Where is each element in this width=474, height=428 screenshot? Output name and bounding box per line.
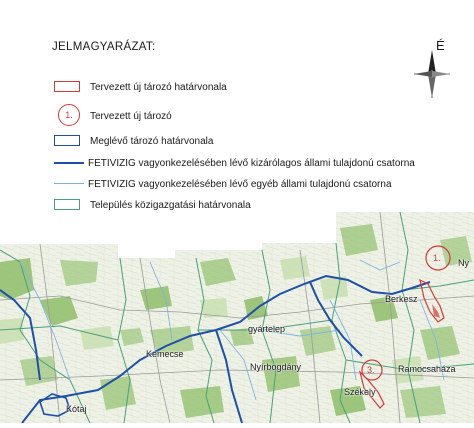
legend-item-other-channel [52, 176, 392, 192]
north-arrow-icon [410, 40, 454, 100]
reservoir-number-3: 3. [367, 365, 375, 375]
town-label-kotaj: Kótaj [66, 404, 87, 414]
town-label-berkesz: Berkesz [385, 294, 418, 304]
green-rectangle-icon [52, 197, 84, 213]
town-label-szekely: Székely [344, 387, 376, 397]
red-rectangle-icon [52, 79, 84, 95]
thin-blue-line-icon [52, 176, 84, 192]
reservoir-number-1: 1. [433, 253, 441, 263]
town-label-gyartelep: gyártelep [248, 324, 286, 334]
legend-item-municipal-boundary [52, 197, 251, 213]
legend-item-planned-reservoir [52, 108, 172, 124]
thick-blue-line-icon [52, 155, 84, 171]
town-label-ny: Ny [458, 258, 469, 268]
legend-title: JELMAGYARÁZAT: [52, 41, 156, 53]
legend-label: Tervezett új tározó határvonala [90, 81, 227, 93]
north-label: É [436, 38, 445, 53]
legend-label: Meglévő tározó határvonala [90, 135, 214, 147]
legend-label: FETIVIZIG vagyonkezelésében lévő egyéb állami tulajdonú csatorna [88, 178, 392, 190]
legend-item-planned-boundary [52, 79, 227, 95]
legend-label: FETIVIZIG vagyonkezelésében lévő kizárólagos állami tulajdonú csatorna [88, 157, 415, 169]
town-label-nyirbogdany: Nyírbogdány [250, 362, 302, 372]
legend-circle-number: 1. [58, 104, 80, 126]
legend-label: Tervezett új tározó [90, 110, 172, 122]
red-circle-icon [52, 108, 84, 124]
town-label-ramocsahaza: Ramocsaháza [398, 364, 456, 374]
legend-label: Település közigazgatási határvonala [90, 199, 251, 211]
legend-item-existing-reservoir [52, 133, 213, 149]
town-label-kemecse: Kemecse [146, 349, 184, 359]
blue-rectangle-icon [52, 133, 84, 149]
legend-item-main-channel [52, 155, 415, 171]
